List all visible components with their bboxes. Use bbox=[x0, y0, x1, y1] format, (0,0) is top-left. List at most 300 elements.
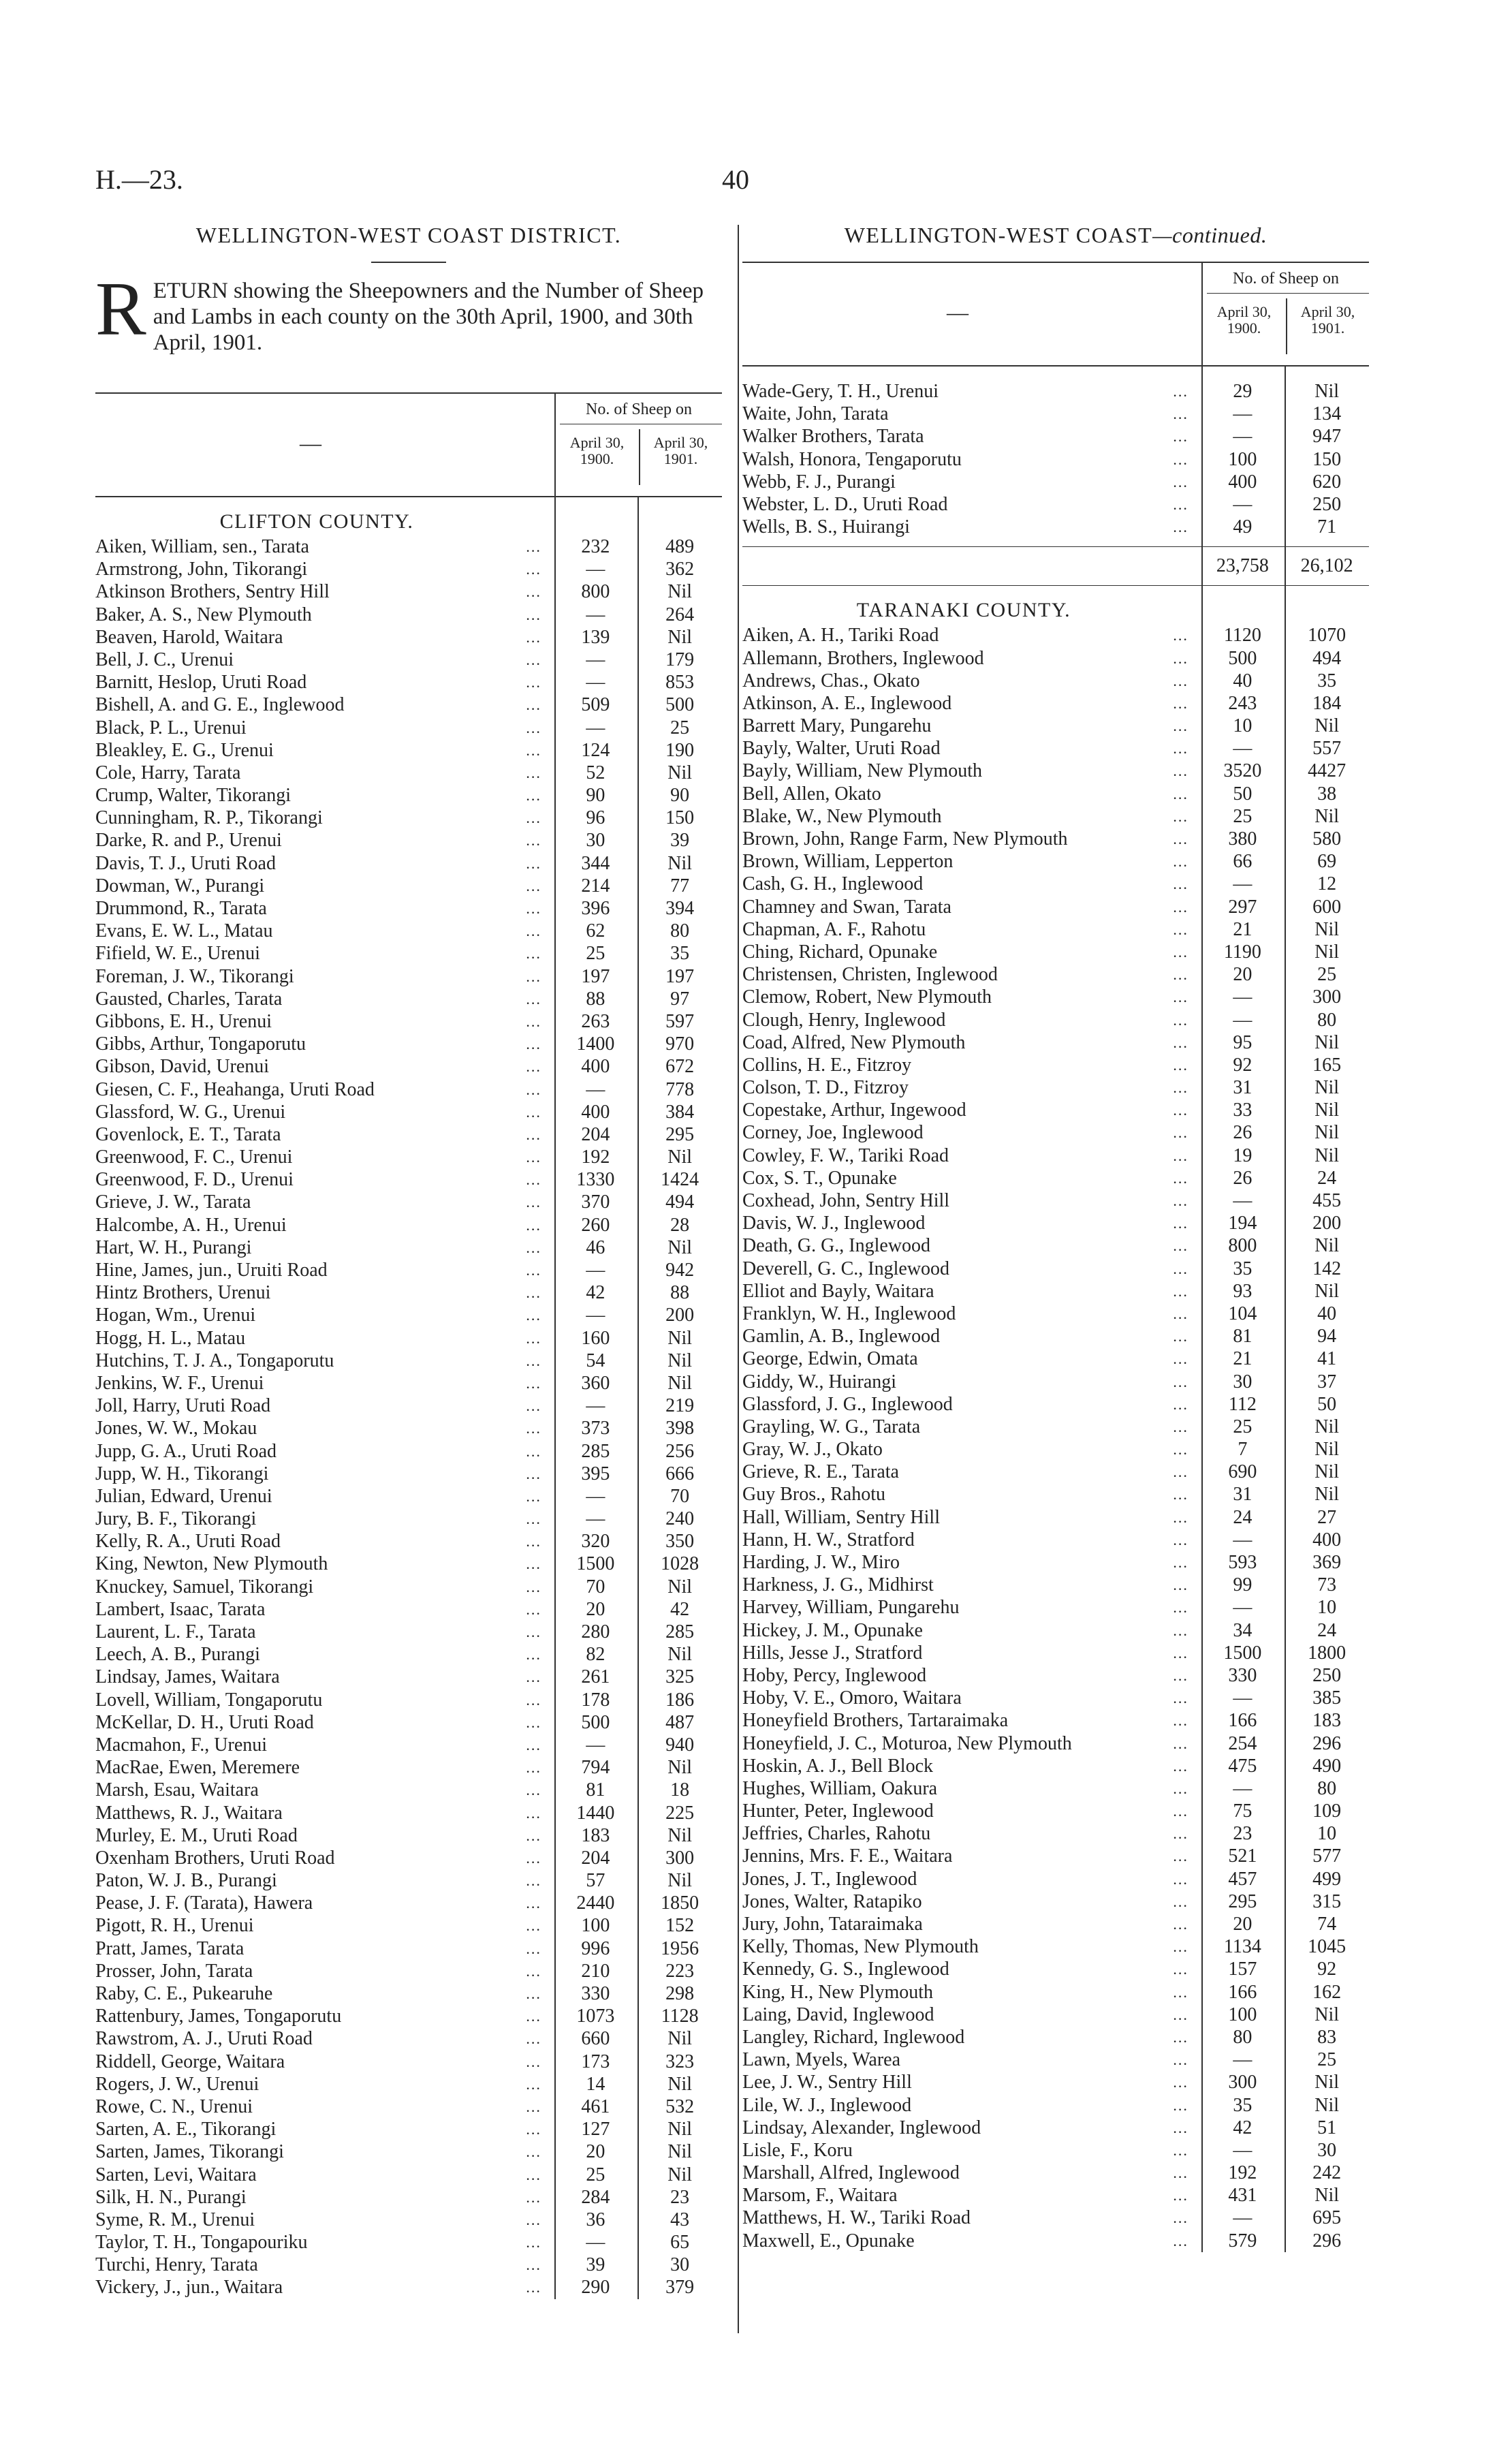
table-row bbox=[742, 1438, 1369, 1461]
leader-dots: ... bbox=[526, 1465, 541, 1482]
sheep-1900: — bbox=[1233, 2049, 1253, 2071]
table-row bbox=[742, 715, 1369, 737]
sheep-1900: 20 bbox=[1233, 964, 1253, 986]
sheep-1901: Nil bbox=[667, 2141, 693, 2163]
total-1901: 26,102 bbox=[1300, 555, 1353, 577]
leader-dots: ... bbox=[526, 1103, 541, 1121]
leader-dots: ... bbox=[526, 2121, 541, 2138]
leader-dots: ... bbox=[1173, 988, 1188, 1006]
sheep-1901: 532 bbox=[665, 2095, 695, 2117]
sheep-1901: 400 bbox=[1312, 1529, 1342, 1551]
leader-dots: ... bbox=[1173, 627, 1188, 644]
table-row bbox=[95, 897, 722, 920]
sheep-1901: 325 bbox=[665, 1666, 695, 1688]
leader-dots: ... bbox=[526, 1420, 541, 1437]
table-row bbox=[742, 1461, 1369, 1483]
owner-name: Bleakley, E. G., Urenui bbox=[95, 739, 274, 761]
sheep-1900: 29 bbox=[1233, 381, 1253, 402]
sheep-1900: 10 bbox=[1233, 715, 1253, 737]
leader-dots: ... bbox=[526, 1262, 541, 1279]
owner-name: Gausted, Charles, Tarata bbox=[95, 988, 283, 1010]
sheep-1900: 25 bbox=[586, 943, 605, 965]
sheep-1900: 380 bbox=[1228, 828, 1257, 850]
table-row bbox=[742, 1868, 1369, 1890]
sheep-1900: 99 bbox=[1233, 1574, 1253, 1596]
owner-name: Drummond, R., Tarata bbox=[95, 898, 267, 919]
leader-dots: ... bbox=[526, 1736, 541, 1754]
sheep-1901: 1028 bbox=[661, 1553, 699, 1575]
leader-dots: ... bbox=[1173, 1576, 1188, 1594]
owner-name: Atkinson, A. E., Inglewood bbox=[742, 692, 952, 714]
sheep-1901: 219 bbox=[665, 1395, 695, 1417]
table-row bbox=[95, 1440, 722, 1463]
sheep-1901: 183 bbox=[1312, 1710, 1342, 1732]
leader-dots: ... bbox=[526, 787, 541, 805]
leader-dots: ... bbox=[1173, 717, 1188, 735]
owner-name: Hogan, Wm., Urenui bbox=[95, 1305, 256, 1326]
owner-name: Cowley, F. W., Tariki Road bbox=[742, 1144, 949, 1166]
table-row bbox=[95, 1621, 722, 1643]
sheep-1900: 96 bbox=[586, 807, 605, 829]
table-row bbox=[95, 626, 722, 649]
leader-dots: ... bbox=[1173, 2074, 1188, 2091]
owner-name: Foreman, J. W., Tikorangi bbox=[95, 965, 294, 987]
sheep-1901: 242 bbox=[1312, 2162, 1342, 2184]
owner-name: Laing, David, Inglewood bbox=[742, 2004, 934, 2025]
sheep-1900: 46 bbox=[586, 1236, 605, 1258]
sheep-1900: — bbox=[586, 1078, 605, 1100]
table-row bbox=[742, 1958, 1369, 1980]
sheep-1901: 296 bbox=[1312, 1732, 1342, 1754]
leader-dots: ... bbox=[1173, 2006, 1188, 2023]
sheep-1901: 947 bbox=[1312, 426, 1342, 448]
sheep-1900: 21 bbox=[1233, 1348, 1253, 1370]
sheep-1900: 127 bbox=[581, 2119, 610, 2140]
owner-name: Govenlock, E. T., Tarata bbox=[95, 1123, 281, 1145]
table-row bbox=[742, 1234, 1369, 1257]
header-group-label: No. of Sheep on bbox=[586, 401, 692, 418]
sheep-1901: 295 bbox=[665, 1123, 695, 1145]
sheep-1901: 12 bbox=[1317, 873, 1337, 895]
sheep-1901: 109 bbox=[1312, 1801, 1342, 1822]
table-row bbox=[95, 1982, 722, 2005]
header-col-1901: April 30, 1901. bbox=[639, 429, 721, 485]
owner-name: Copestake, Arthur, Ingewood bbox=[742, 1100, 966, 1121]
leader-dots: ... bbox=[526, 741, 541, 759]
sheep-1901: 494 bbox=[1312, 647, 1342, 669]
table-row bbox=[742, 2048, 1369, 2071]
sheep-1900: — bbox=[586, 559, 605, 580]
table-row bbox=[95, 1394, 722, 1417]
total-1900: 23,758 bbox=[1216, 555, 1269, 577]
leader-dots: ... bbox=[526, 719, 541, 736]
owner-name: Gray, W. J., Okato bbox=[742, 1439, 883, 1461]
leader-dots: ... bbox=[526, 1397, 541, 1415]
table-row bbox=[95, 604, 722, 626]
sheep-1900: 204 bbox=[581, 1123, 610, 1145]
sheep-1901: 71 bbox=[1317, 516, 1337, 538]
sheep-1901: 300 bbox=[665, 1847, 695, 1869]
sheep-1900: 330 bbox=[581, 1983, 610, 2004]
owner-name: Pigott, R. H., Urenui bbox=[95, 1915, 254, 1937]
sheep-1901: Nil bbox=[667, 762, 693, 783]
table-row bbox=[742, 2139, 1369, 2162]
sheep-1901: 74 bbox=[1317, 1914, 1337, 1935]
leader-dots: ... bbox=[1173, 853, 1188, 871]
leader-dots: ... bbox=[1173, 1734, 1188, 1752]
sheep-1900: 593 bbox=[1228, 1552, 1257, 1573]
table-row bbox=[95, 1576, 722, 1598]
owner-name: Ching, Richard, Opunake bbox=[742, 941, 938, 963]
table-row bbox=[742, 493, 1369, 516]
owner-name: Paton, W. J. B., Purangi bbox=[95, 1870, 277, 1892]
table-row bbox=[95, 1598, 722, 1621]
owner-name: Harvey, William, Pungarehu bbox=[742, 1597, 960, 1619]
owner-name: Collins, H. E., Fitzroy bbox=[742, 1054, 912, 1076]
table-row bbox=[742, 1732, 1369, 1755]
leader-dots: ... bbox=[1173, 1644, 1188, 1662]
table-row bbox=[95, 2095, 722, 2118]
leader-dots: ... bbox=[1173, 672, 1188, 689]
sheep-1901: 970 bbox=[665, 1033, 695, 1055]
table-row bbox=[742, 2184, 1369, 2207]
sheep-1901: 240 bbox=[665, 1508, 695, 1530]
leader-dots: ... bbox=[526, 764, 541, 781]
owner-name: Jupp, W. H., Tikorangi bbox=[95, 1463, 269, 1484]
table-row bbox=[742, 805, 1369, 828]
sheep-1901: Nil bbox=[1314, 1280, 1340, 1302]
table-row bbox=[95, 649, 722, 671]
leader-dots: ... bbox=[1173, 1418, 1188, 1435]
owner-name: McKellar, D. H., Uruti Road bbox=[95, 1711, 314, 1733]
sheep-1901: Nil bbox=[1314, 2094, 1340, 2116]
page-number: 40 bbox=[722, 164, 749, 195]
sheep-1900: 500 bbox=[581, 1711, 610, 1733]
owner-name: Turchi, Henry, Tarata bbox=[95, 2254, 258, 2276]
owner-name: Halcombe, A. H., Urenui bbox=[95, 1214, 287, 1236]
leader-dots: ... bbox=[1173, 830, 1188, 847]
sheep-1900: 295 bbox=[1228, 1890, 1257, 1912]
owner-name: Cash, G. H., Inglewood bbox=[742, 873, 924, 895]
column-divider bbox=[738, 225, 739, 2333]
sheep-1900: 300 bbox=[1228, 2072, 1257, 2093]
table-row bbox=[742, 918, 1369, 941]
owner-name: Glassford, W. G., Urenui bbox=[95, 1101, 286, 1123]
sheep-1900: 521 bbox=[1228, 1845, 1257, 1867]
owner-name: Giesen, C. F., Heahanga, Uruti Road bbox=[95, 1078, 375, 1100]
table-row bbox=[95, 694, 722, 716]
table-row bbox=[742, 1303, 1369, 1325]
owner-name: Corney, Joe, Inglewood bbox=[742, 1122, 924, 1144]
owner-name: Jupp, G. A., Uruti Road bbox=[95, 1440, 277, 1462]
sheep-1901: 10 bbox=[1317, 1597, 1337, 1619]
owner-name: Joll, Harry, Uruti Road bbox=[95, 1395, 271, 1417]
leader-dots: ... bbox=[526, 967, 541, 985]
leader-dots: ... bbox=[1173, 1350, 1188, 1368]
sheep-1901: 394 bbox=[665, 898, 695, 919]
sheep-1901: Nil bbox=[667, 852, 693, 874]
leader-dots: ... bbox=[526, 1194, 541, 1211]
sheep-1901: 490 bbox=[1312, 1755, 1342, 1777]
leader-dots: ... bbox=[526, 2008, 541, 2025]
sheep-1901: Nil bbox=[1314, 1416, 1340, 1437]
table-row bbox=[742, 1845, 1369, 1867]
table-row bbox=[95, 1734, 722, 1756]
owner-name: Coad, Alfred, New Plymouth bbox=[742, 1031, 966, 1053]
owner-name: Jenkins, W. F., Urenui bbox=[95, 1372, 264, 1394]
sheep-1901: 1850 bbox=[661, 1892, 699, 1914]
sheep-1900: — bbox=[586, 604, 605, 625]
sheep-1901: 455 bbox=[1312, 1190, 1342, 1211]
table-row bbox=[742, 1574, 1369, 1596]
owner-name: Wade-Gery, T. H., Urenui bbox=[742, 381, 939, 402]
table-row bbox=[95, 2140, 722, 2163]
sheep-1900: — bbox=[586, 1734, 605, 1756]
sheep-1900: 396 bbox=[581, 898, 610, 919]
leader-dots: ... bbox=[526, 2075, 541, 2093]
table-row bbox=[95, 1960, 722, 1982]
leader-dots: ... bbox=[1173, 2187, 1188, 2204]
table-row bbox=[742, 1709, 1369, 1732]
sheep-1900: — bbox=[1233, 493, 1253, 515]
sheep-1900: 183 bbox=[581, 1824, 610, 1846]
leader-dots: ... bbox=[526, 854, 541, 872]
table-row bbox=[95, 1214, 722, 1236]
table-row bbox=[95, 2073, 722, 2095]
leader-dots: ... bbox=[1173, 1033, 1188, 1051]
leader-dots: ... bbox=[526, 1442, 541, 1460]
leader-dots: ... bbox=[1173, 2028, 1188, 2046]
table-row bbox=[95, 1101, 722, 1123]
owner-name: Gibbs, Arthur, Tongaporutu bbox=[95, 1033, 306, 1055]
table-row bbox=[95, 762, 722, 784]
sheep-1900: 80 bbox=[1233, 2026, 1253, 2048]
leader-dots: ... bbox=[1173, 694, 1188, 712]
sheep-1901: 38 bbox=[1317, 783, 1337, 805]
sheep-1900: 50 bbox=[1233, 783, 1253, 805]
sheep-1901: 134 bbox=[1312, 403, 1342, 425]
owner-name: Taylor, T. H., Tongapouriku bbox=[95, 2232, 308, 2254]
table-row bbox=[742, 1212, 1369, 1234]
sheep-1900: 360 bbox=[581, 1372, 610, 1394]
sheep-1901: 398 bbox=[665, 1418, 695, 1439]
leader-dots: ... bbox=[1173, 1328, 1188, 1345]
leader-dots: ... bbox=[526, 1149, 541, 1166]
table-row bbox=[742, 1800, 1369, 1822]
sheep-1900: — bbox=[1233, 2207, 1253, 2229]
table-row bbox=[95, 1123, 722, 1146]
county-heading: CLIFTON COUNTY. bbox=[219, 510, 414, 533]
sheep-1901: Nil bbox=[667, 1327, 693, 1349]
sheep-1901: 150 bbox=[665, 807, 695, 829]
sheep-1901: Nil bbox=[667, 581, 693, 603]
leader-dots: ... bbox=[1173, 1463, 1188, 1481]
owner-name: Gibson, David, Urenui bbox=[95, 1056, 270, 1078]
leader-dots: ... bbox=[526, 1668, 541, 1686]
table-row bbox=[742, 1189, 1369, 1212]
leader-dots: ... bbox=[1173, 1395, 1188, 1413]
sheep-1900: 1120 bbox=[1223, 625, 1261, 646]
leader-dots: ... bbox=[1173, 1825, 1188, 1843]
leader-dots: ... bbox=[526, 832, 541, 850]
sheep-1901: Nil bbox=[667, 626, 693, 648]
owner-name: Jury, B. F., Tikorangi bbox=[95, 1508, 257, 1530]
sheep-1900: 263 bbox=[581, 1010, 610, 1032]
sheep-1900: — bbox=[1233, 2139, 1253, 2161]
owner-name: Hann, H. W., Stratford bbox=[742, 1529, 915, 1551]
leader-dots: ... bbox=[1173, 898, 1188, 916]
sheep-1901: 30 bbox=[1317, 2139, 1337, 2161]
sheep-1900: 370 bbox=[581, 1191, 610, 1213]
sheep-1901: 942 bbox=[665, 1260, 695, 1281]
table-row bbox=[742, 1144, 1369, 1167]
leader-dots: ... bbox=[1173, 473, 1188, 490]
leader-dots: ... bbox=[526, 1985, 541, 2002]
sheep-1900: 243 bbox=[1228, 692, 1257, 714]
table-row bbox=[95, 2027, 722, 2050]
sheep-1901: 42 bbox=[670, 1598, 690, 1620]
leader-dots: ... bbox=[1173, 875, 1188, 893]
table-row bbox=[742, 1121, 1369, 1144]
owner-name: Giddy, W., Huirangi bbox=[742, 1371, 897, 1392]
owner-name: Hart, W. H., Purangi bbox=[95, 1236, 252, 1258]
table-row bbox=[742, 1755, 1369, 1777]
sheep-1901: 384 bbox=[665, 1101, 695, 1123]
sheep-1901: 27 bbox=[1317, 1506, 1337, 1528]
leader-dots: ... bbox=[526, 2143, 541, 2161]
sheep-1900: — bbox=[586, 1485, 605, 1507]
leader-dots: ... bbox=[526, 1510, 541, 1528]
table-row bbox=[95, 2164, 722, 2186]
district-title-continued bbox=[742, 218, 1369, 252]
table-row bbox=[742, 1347, 1369, 1370]
table-row bbox=[95, 1847, 722, 1869]
owner-name: Silk, H. N., Purangi bbox=[95, 2186, 247, 2208]
title-main: WELLINGTON-WEST COAST bbox=[844, 223, 1153, 247]
owner-name: Fifield, W. E., Urenui bbox=[95, 943, 260, 965]
owner-name: Lindsay, James, Waitara bbox=[95, 1666, 280, 1688]
sheep-1901: 197 bbox=[665, 965, 695, 987]
sheep-1900: 25 bbox=[1233, 805, 1253, 827]
leader-dots: ... bbox=[1173, 1237, 1188, 1255]
sheep-1901: 73 bbox=[1317, 1574, 1337, 1596]
sheep-1900: 54 bbox=[586, 1350, 605, 1371]
table-row bbox=[95, 1463, 722, 1485]
sheep-1900: 90 bbox=[586, 785, 605, 807]
table-row bbox=[742, 2071, 1369, 2093]
title-rule bbox=[371, 262, 446, 263]
owner-name: Dowman, W., Purangi bbox=[95, 875, 265, 897]
table-row bbox=[95, 671, 722, 694]
owner-name: George, Edwin, Omata bbox=[742, 1348, 918, 1370]
sheep-1901: Nil bbox=[667, 2073, 693, 2095]
sheep-1900: 431 bbox=[1228, 2185, 1257, 2207]
owner-name: Hoskin, A. J., Bell Block bbox=[742, 1755, 934, 1777]
owner-name: Knuckey, Samuel, Tikorangi bbox=[95, 1576, 314, 1598]
sheep-1900: 2440 bbox=[576, 1892, 615, 1914]
sheep-1900: 42 bbox=[1233, 2117, 1253, 2138]
table-row bbox=[742, 692, 1369, 715]
sheep-1900: 395 bbox=[581, 1463, 610, 1484]
owner-name: Greenwood, F. C., Urenui bbox=[95, 1147, 293, 1168]
sheep-1901: 695 bbox=[1312, 2207, 1342, 2229]
header-group-label: No. of Sheep on bbox=[1233, 270, 1339, 287]
leader-dots: ... bbox=[526, 1826, 541, 1844]
owner-name: Allemann, Brothers, Inglewood bbox=[742, 647, 984, 669]
owner-name: Lovell, William, Tongaporutu bbox=[95, 1689, 323, 1711]
sheep-1901: 1956 bbox=[661, 1937, 699, 1959]
sheep-1901: 97 bbox=[670, 988, 690, 1010]
owner-name: Gamlin, A. B., Inglewood bbox=[742, 1326, 941, 1347]
leader-dots: ... bbox=[526, 651, 541, 668]
leader-dots: ... bbox=[1173, 1621, 1188, 1639]
table-row bbox=[742, 1031, 1369, 1054]
owner-name: Pratt, James, Tarata bbox=[95, 1937, 245, 1959]
sheep-1901: Nil bbox=[667, 1350, 693, 1371]
owner-name: Kelly, Thomas, New Plymouth bbox=[742, 1936, 979, 1958]
header-col-1901: April 30, 1901. bbox=[1286, 298, 1368, 354]
sheep-1900: 173 bbox=[581, 2051, 610, 2072]
owner-name: Blake, W., New Plymouth bbox=[742, 805, 942, 827]
leader-dots: ... bbox=[1173, 1870, 1188, 1888]
table-row bbox=[742, 1596, 1369, 1619]
owner-name: Kennedy, G. S., Inglewood bbox=[742, 1959, 949, 1980]
owner-name: Walker Brothers, Tarata bbox=[742, 426, 924, 448]
sheep-1900: 260 bbox=[581, 1214, 610, 1236]
leader-dots: ... bbox=[1173, 1961, 1188, 1978]
leader-dots: ... bbox=[526, 900, 541, 917]
sheep-1900: 1440 bbox=[576, 1802, 615, 1824]
table-row bbox=[742, 670, 1369, 692]
owner-name: Matthews, R. J., Waitara bbox=[95, 1802, 283, 1824]
sheep-1901: 1045 bbox=[1308, 1936, 1346, 1958]
sheep-1900: 457 bbox=[1228, 1868, 1257, 1890]
table-row bbox=[742, 963, 1369, 986]
leader-dots: ... bbox=[1173, 785, 1188, 803]
leader-dots: ... bbox=[1173, 1712, 1188, 1730]
owner-name: Oxenham Brothers, Uruti Road bbox=[95, 1847, 335, 1869]
sheep-1901: Nil bbox=[667, 2119, 693, 2140]
sheep-1901: 489 bbox=[665, 536, 695, 557]
leader-dots: ... bbox=[526, 1623, 541, 1640]
owner-name: Macmahon, F., Urenui bbox=[95, 1734, 268, 1756]
leader-dots: ... bbox=[1173, 1373, 1188, 1390]
owner-name: Maxwell, E., Opunake bbox=[742, 2230, 915, 2251]
sheep-1901: Nil bbox=[1314, 1077, 1340, 1099]
sheep-1900: 1190 bbox=[1223, 941, 1261, 963]
sheep-1901: 557 bbox=[1312, 738, 1342, 760]
leader-dots: ... bbox=[526, 1171, 541, 1189]
return-intro bbox=[95, 267, 722, 387]
leader-dots: ... bbox=[526, 1646, 541, 1664]
leader-dots: ... bbox=[526, 606, 541, 623]
table-row bbox=[742, 1529, 1369, 1551]
sheep-1900: 42 bbox=[586, 1282, 605, 1304]
sheep-1901: 200 bbox=[665, 1305, 695, 1326]
sheep-1900: 192 bbox=[581, 1147, 610, 1168]
sheep-1900: 88 bbox=[586, 988, 605, 1010]
leader-dots: ... bbox=[1173, 1508, 1188, 1526]
sheep-1901: 37 bbox=[1317, 1371, 1337, 1392]
leader-dots: ... bbox=[1173, 1757, 1188, 1775]
owner-name: Barrett Mary, Pungarehu bbox=[742, 715, 932, 737]
table-row bbox=[742, 2004, 1369, 2026]
sheep-1900: 20 bbox=[1233, 1914, 1253, 1935]
owner-name: Christensen, Christen, Inglewood bbox=[742, 964, 998, 986]
owner-name: Honeyfield Brothers, Tartaraimaka bbox=[742, 1710, 1009, 1732]
sheep-1901: 88 bbox=[670, 1282, 690, 1304]
leader-dots: ... bbox=[1173, 1215, 1188, 1232]
